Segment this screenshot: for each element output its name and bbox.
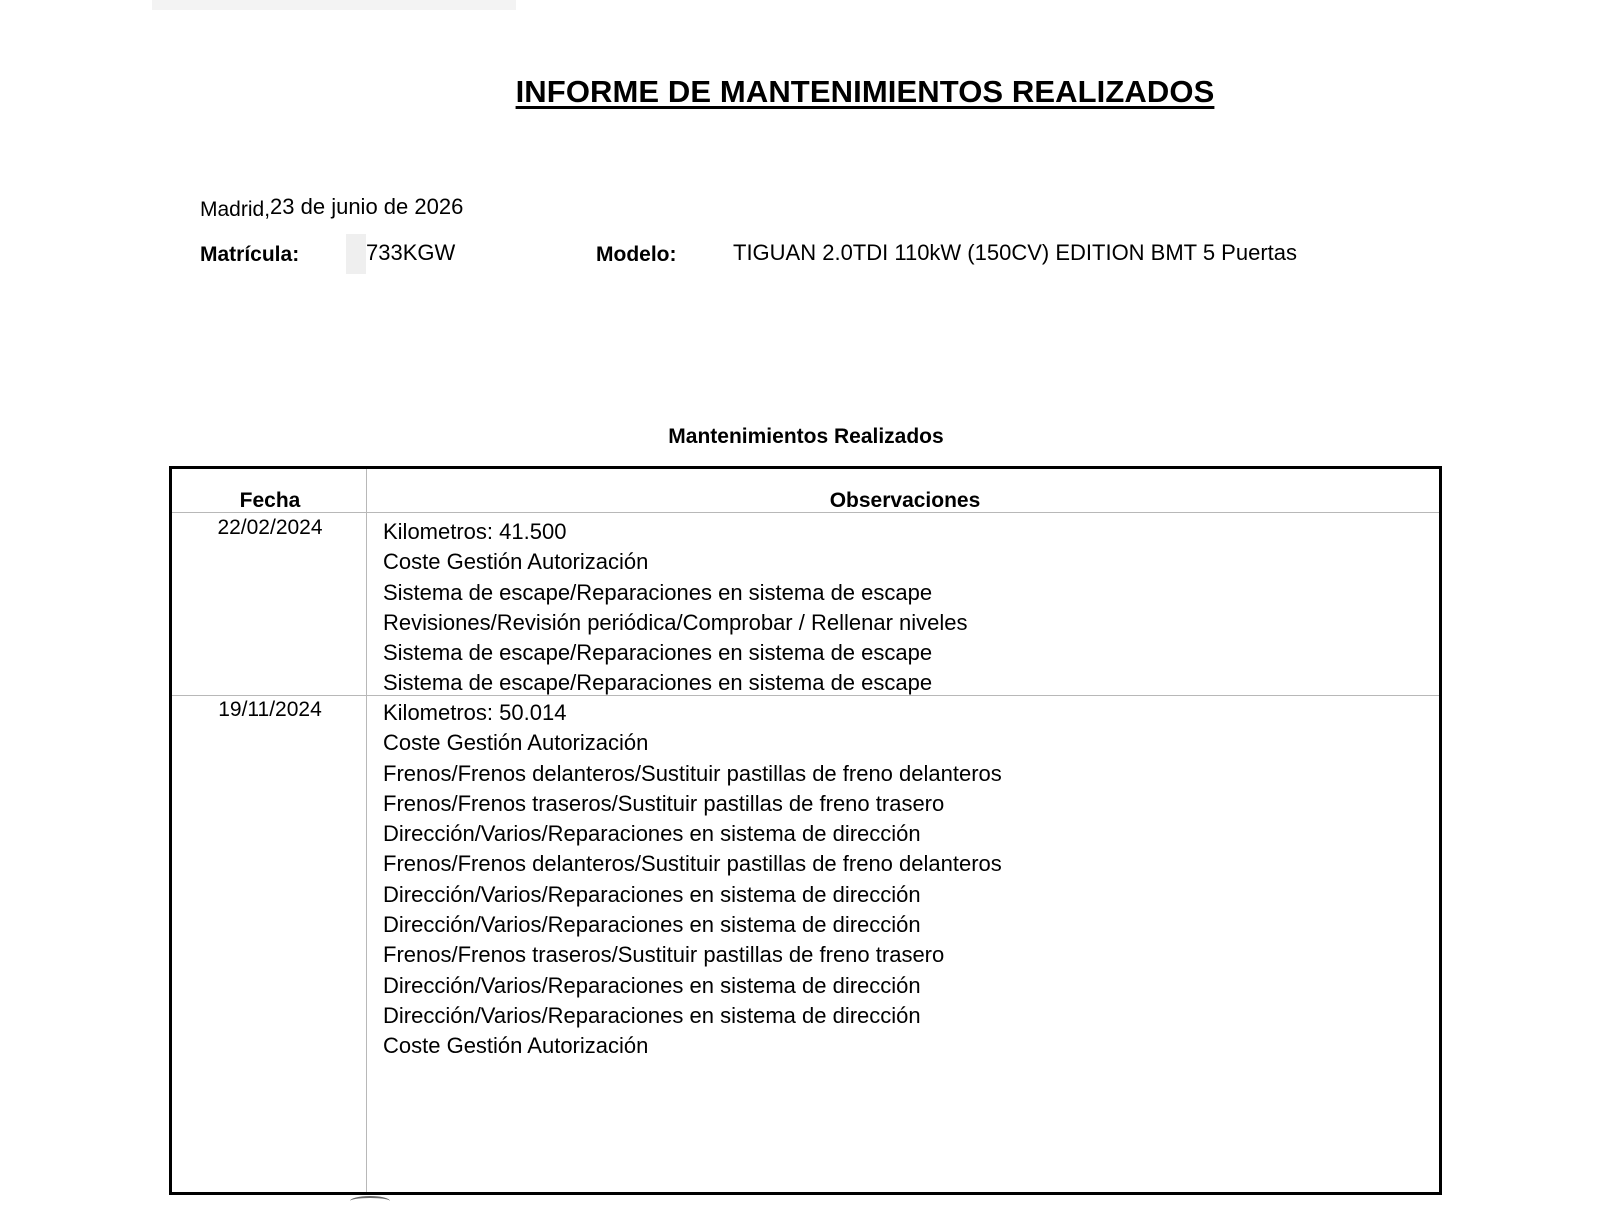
row-notes-2: [383, 698, 1002, 1062]
row-date-2: 19/11/2024: [218, 698, 322, 721]
note-line: Dirección/Varios/Reparaciones en sistema de dirección: [383, 912, 921, 938]
note-line: Sistema de escape/Reparaciones en sistema de escape: [383, 579, 933, 605]
note-line: Sistema de escape/Reparaciones en sistema de escape: [383, 640, 933, 666]
note-line: Coste Gestión Autorización: [383, 1033, 649, 1059]
note-line: Frenos/Frenos traseros/Sustituir pastillas de freno trasero: [383, 790, 945, 816]
top-redaction-strip: [152, 0, 516, 10]
note-line: Dirección/Varios/Reparaciones en sistema de dirección: [383, 1002, 921, 1028]
note-line: Sistema de escape/Reparaciones en sistema de escape: [383, 670, 933, 696]
column-header-date: Fecha: [239, 489, 301, 512]
note-line: Kilometros: 41.500: [383, 519, 567, 544]
note-line: Dirección/Varios/Reparaciones en sistema de dirección: [383, 821, 921, 847]
note-line: Kilometros: 50.014: [383, 700, 567, 725]
note-line: Dirección/Varios/Reparaciones en sistema de dirección: [383, 881, 921, 907]
section-title: Mantenimientos Realizados: [668, 425, 944, 448]
note-line: Coste Gestión Autorización: [383, 730, 649, 756]
note-line: Frenos/Frenos delanteros/Sustituir pastillas de freno delanteros: [383, 760, 1002, 786]
note-line: Dirección/Varios/Reparaciones en sistema de dirección: [383, 972, 921, 998]
note-line: Frenos/Frenos delanteros/Sustituir pastillas de freno delanteros: [383, 851, 1002, 877]
model-label: Modelo:: [596, 243, 677, 266]
maintenance-table: [169, 466, 1442, 1195]
plate-label: Matrícula:: [200, 243, 300, 266]
plate-value: 733KGW: [366, 240, 456, 265]
bottom-stamp-fragment: [350, 1196, 390, 1206]
document-title: INFORME DE MANTENIMIENTOS REALIZADOS: [515, 74, 1215, 109]
place-date-line: [200, 194, 463, 220]
plate-redaction: [346, 234, 366, 274]
column-divider: [366, 469, 367, 1192]
model-value: TIGUAN 2.0TDI 110kW (150CV) EDITION BMT 5 Puertas: [733, 240, 1297, 265]
row-notes-1: [383, 517, 968, 699]
report-date: 23 de junio de 2026: [270, 194, 464, 219]
note-line: Revisiones/Revisión periódica/Comprobar / Rellenar niveles: [383, 609, 968, 635]
note-line: Coste Gestión Autorización: [383, 549, 649, 575]
column-header-notes: Observaciones: [829, 489, 981, 512]
row-date-1: 22/02/2024: [217, 516, 323, 539]
place-text: Madrid,: [200, 198, 271, 221]
note-line: Frenos/Frenos traseros/Sustituir pastillas de freno trasero: [383, 942, 945, 968]
